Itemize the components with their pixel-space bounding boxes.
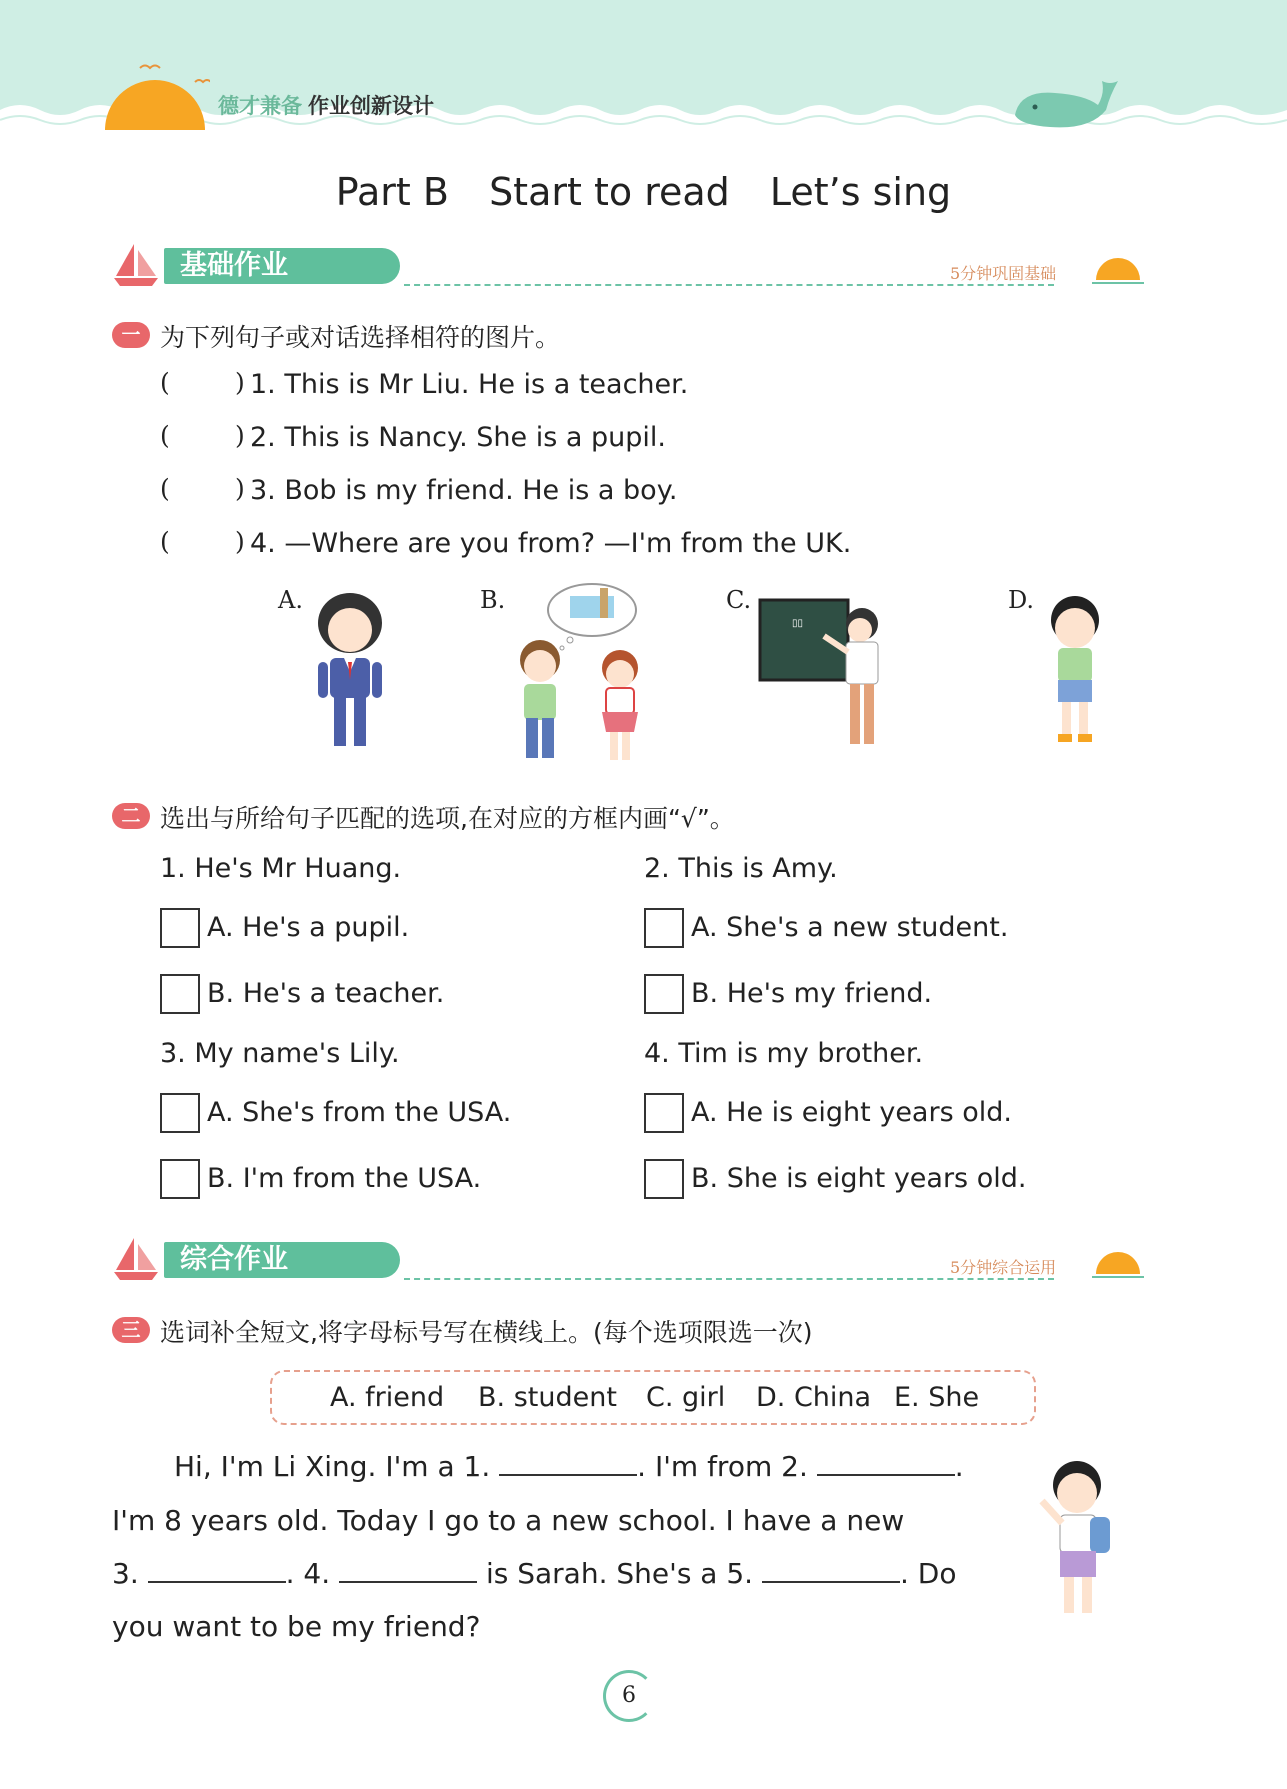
q1-item-2: 2. This is Nancy. She is a pupil. bbox=[250, 422, 666, 453]
blank-1[interactable] bbox=[499, 1452, 637, 1476]
sailboat-icon bbox=[112, 242, 160, 288]
section-label-basic: 基础作业 bbox=[164, 248, 400, 284]
q1-item-3: 3. Bob is my friend. He is a boy. bbox=[250, 475, 678, 506]
passage-text: is Sarah. She's a 5. bbox=[485, 1557, 754, 1590]
q2-prompt-2: 2. This is Amy. bbox=[644, 853, 838, 884]
title-part: Part B bbox=[335, 170, 449, 214]
checkbox-q2-2b[interactable] bbox=[644, 974, 684, 1014]
answer-paren-open: ( bbox=[160, 421, 170, 450]
passage-line-2: I'm 8 years old. Today I go to a new school. I have a new bbox=[112, 1504, 905, 1537]
blank-3[interactable] bbox=[148, 1559, 286, 1583]
answer-paren-open: ( bbox=[160, 474, 170, 503]
question-instruction-1: 为下列句子或对话选择相符的图片。 bbox=[160, 323, 561, 352]
divider bbox=[404, 284, 1054, 286]
q2-prompt-1: 1. He's Mr Huang. bbox=[160, 853, 402, 884]
word-option-d: D. China bbox=[756, 1382, 872, 1413]
brand-sub: 作业创新设计 bbox=[308, 94, 434, 118]
answer-paren-open: ( bbox=[160, 368, 170, 397]
page-number: 6 bbox=[603, 1670, 655, 1722]
q2-prompt-4: 4. Tim is my brother. bbox=[644, 1038, 924, 1069]
blank-5[interactable] bbox=[762, 1559, 900, 1583]
answer-paren-close: ) bbox=[235, 527, 245, 556]
question-instruction-3: 选词补全短文,将字母标号写在横线上。(每个选项限选一次) bbox=[160, 1318, 813, 1347]
q2-option-2a: A. She's a new student. bbox=[691, 912, 1009, 943]
passage-text: . 4. bbox=[285, 1557, 331, 1590]
picture-label-a: A. bbox=[278, 586, 303, 614]
section-banner-basic bbox=[112, 246, 1152, 288]
passage-line-1 bbox=[174, 1450, 964, 1483]
question-number-1: 一 bbox=[112, 322, 150, 348]
passage-text: . I'm from 2. bbox=[637, 1450, 808, 1483]
title-section-read: Start to read bbox=[489, 170, 730, 214]
q2-option-3b: B. I'm from the USA. bbox=[207, 1163, 482, 1194]
passage-line-3 bbox=[112, 1557, 956, 1590]
q2-prompt-3: 3. My name's Lily. bbox=[160, 1038, 400, 1069]
checkbox-q2-3a[interactable] bbox=[160, 1093, 200, 1133]
question-number-2: 二 bbox=[112, 803, 150, 829]
section-tag-basic: 5分钟巩固基础 bbox=[950, 264, 1057, 283]
q2-option-1a: A. He's a pupil. bbox=[207, 912, 410, 943]
whale-icon bbox=[1010, 75, 1120, 135]
title-section-sing: Let’s sing bbox=[769, 170, 952, 214]
q2-option-4a: A. He is eight years old. bbox=[691, 1097, 1012, 1128]
blank-2[interactable] bbox=[817, 1452, 955, 1476]
teacher-blackboard-picture bbox=[756, 596, 886, 751]
boy-picture bbox=[1040, 592, 1110, 747]
question-number-3: 三 bbox=[112, 1317, 150, 1343]
word-option-c: C. girl bbox=[646, 1382, 726, 1413]
divider bbox=[404, 1278, 1054, 1280]
section-tag-comprehensive: 5分钟综合运用 bbox=[950, 1258, 1057, 1277]
two-children-uk-picture bbox=[500, 582, 660, 767]
q2-option-1b: B. He's a teacher. bbox=[207, 978, 445, 1009]
passage-text: 3. bbox=[112, 1557, 139, 1590]
q2-option-3a: A. She's from the USA. bbox=[207, 1097, 512, 1128]
boy-waving-picture bbox=[1032, 1455, 1122, 1630]
answer-paren-open: ( bbox=[160, 527, 170, 556]
checkbox-q2-4a[interactable] bbox=[644, 1093, 684, 1133]
word-option-b: B. student bbox=[478, 1382, 617, 1413]
page-title bbox=[0, 170, 1287, 214]
picture-label-c: C. bbox=[726, 586, 752, 614]
q1-item-4: 4. —Where are you from? —I'm from the UK. bbox=[250, 528, 852, 559]
word-option-e: E. She bbox=[894, 1382, 980, 1413]
section-banner-comprehensive bbox=[112, 1240, 1152, 1282]
checkbox-q2-4b[interactable] bbox=[644, 1159, 684, 1199]
answer-paren-close: ) bbox=[235, 368, 245, 397]
section-label-comprehensive: 综合作业 bbox=[164, 1242, 400, 1278]
girl-pupil-picture bbox=[300, 588, 400, 758]
question-instruction-2: 选出与所给句子匹配的选项,在对应的方框内画“√”。 bbox=[160, 804, 735, 833]
q2-option-4b: B. She is eight years old. bbox=[691, 1163, 1027, 1194]
checkbox-q2-2a[interactable] bbox=[644, 908, 684, 948]
small-sun-icon bbox=[1092, 1248, 1144, 1280]
passage-text: . bbox=[954, 1450, 964, 1483]
sailboat-icon bbox=[112, 1236, 160, 1282]
blank-4[interactable] bbox=[339, 1559, 477, 1583]
word-bank bbox=[270, 1370, 1036, 1425]
small-sun-icon bbox=[1092, 254, 1144, 286]
passage-text: Hi, I'm Li Xing. I'm a 1. bbox=[174, 1450, 491, 1483]
picture-label-d: D. bbox=[1008, 586, 1035, 614]
brand-main: 德才兼备 bbox=[218, 94, 302, 118]
q2-option-2b: B. He's my friend. bbox=[691, 978, 933, 1009]
checkbox-q2-1a[interactable] bbox=[160, 908, 200, 948]
word-option-a: A. friend bbox=[330, 1382, 445, 1413]
q1-item-1: 1. This is Mr Liu. He is a teacher. bbox=[250, 369, 689, 400]
checkbox-q2-3b[interactable] bbox=[160, 1159, 200, 1199]
checkbox-q2-1b[interactable] bbox=[160, 974, 200, 1014]
answer-paren-close: ) bbox=[235, 421, 245, 450]
svg-text:▯▯: ▯▯ bbox=[792, 618, 804, 629]
picture-label-b: B. bbox=[480, 586, 506, 614]
sun-logo-icon bbox=[100, 60, 210, 130]
brand bbox=[218, 90, 434, 120]
passage-text: . Do bbox=[899, 1557, 957, 1590]
answer-paren-close: ) bbox=[235, 474, 245, 503]
passage-line-4: you want to be my friend? bbox=[112, 1610, 481, 1643]
